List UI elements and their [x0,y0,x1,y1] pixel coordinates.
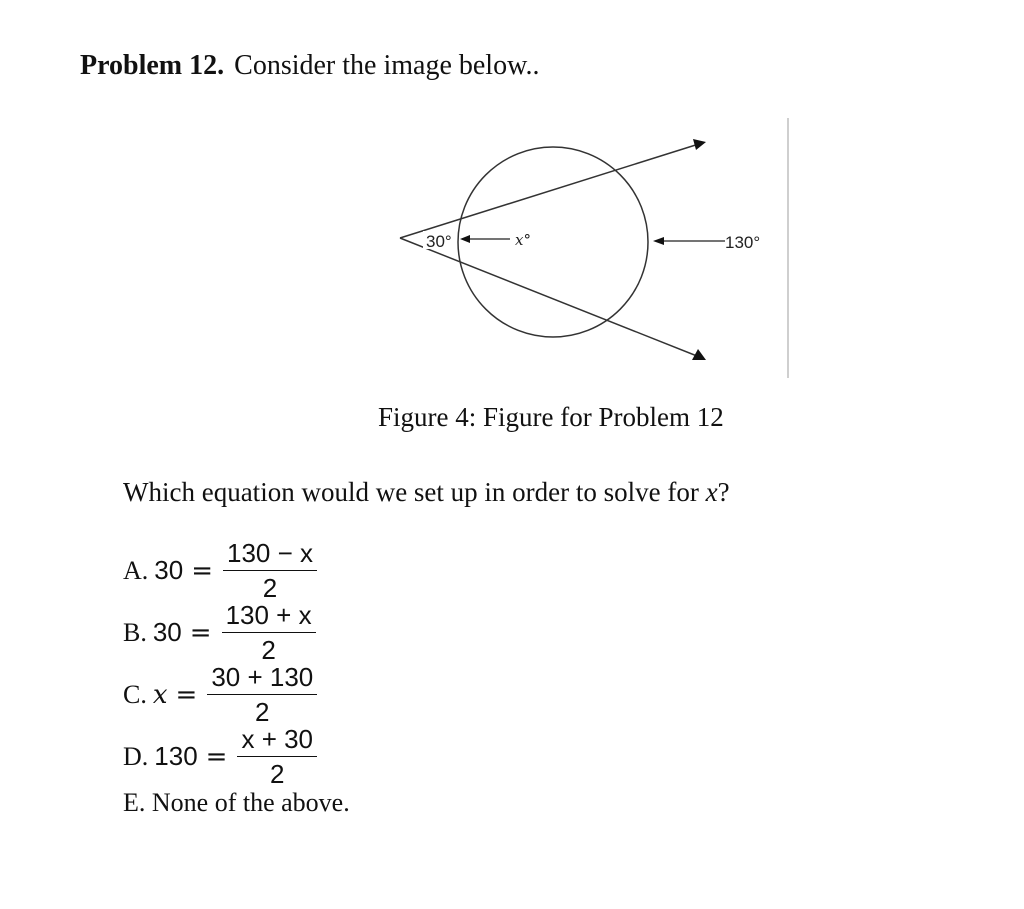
problem-number: Problem 12. [80,50,225,81]
lower-secant-line [400,238,702,358]
upper-arrowhead-icon [693,139,706,150]
option-a[interactable] [123,540,317,601]
denominator: 2 [270,759,285,789]
option-lhs: 30 [154,555,184,585]
problem-intro: Consider the image below.. [234,50,540,81]
option-lhs [153,679,168,710]
arc-label-x: x° [515,231,531,249]
option-e[interactable]: E. None of the above. [123,788,350,817]
option-letter: C. [123,679,147,709]
equals-sign: = [205,741,228,772]
figure-caption: Figure 4: Figure for Problem 12 [378,402,724,432]
numerator: x + 30 [237,726,317,757]
figure [390,110,800,385]
fraction [223,540,317,601]
fraction [207,664,317,725]
angle-label-30: 30° [426,232,452,251]
denominator: 2 [262,573,278,603]
variable-x: x [152,680,168,710]
question-text: Which equation would we set up in order to solve for [123,477,706,507]
far-pointer-arrow-icon [653,237,664,245]
secant-circle-diagram [390,110,800,385]
equals-sign: = [191,555,213,586]
denominator: 2 [255,697,270,727]
option-d[interactable] [123,726,317,787]
option-letter: D. [123,741,149,771]
upper-secant-line [400,143,702,238]
equals-sign: = [175,679,198,710]
problem-heading [80,50,539,82]
fraction [222,602,316,663]
numerator: 130 − x [223,540,317,571]
numerator: 30 + 130 [207,664,317,695]
fraction [237,726,317,787]
equals-sign: = [189,617,212,648]
inner-pointer-arrow-icon [460,235,470,243]
question [123,477,730,508]
option-lhs: 130 [154,741,198,771]
question-variable: x [705,477,718,507]
option-lhs: 30 [152,617,182,647]
denominator: 2 [261,635,276,665]
option-letter: B. [123,617,147,647]
question-mark: ? [717,477,730,507]
numerator: 130 + x [222,602,316,633]
option-c[interactable] [123,664,317,725]
circle [458,147,648,337]
option-b[interactable] [123,602,316,663]
option-letter: A. [123,555,149,585]
arc-label-130: 130° [725,233,761,252]
